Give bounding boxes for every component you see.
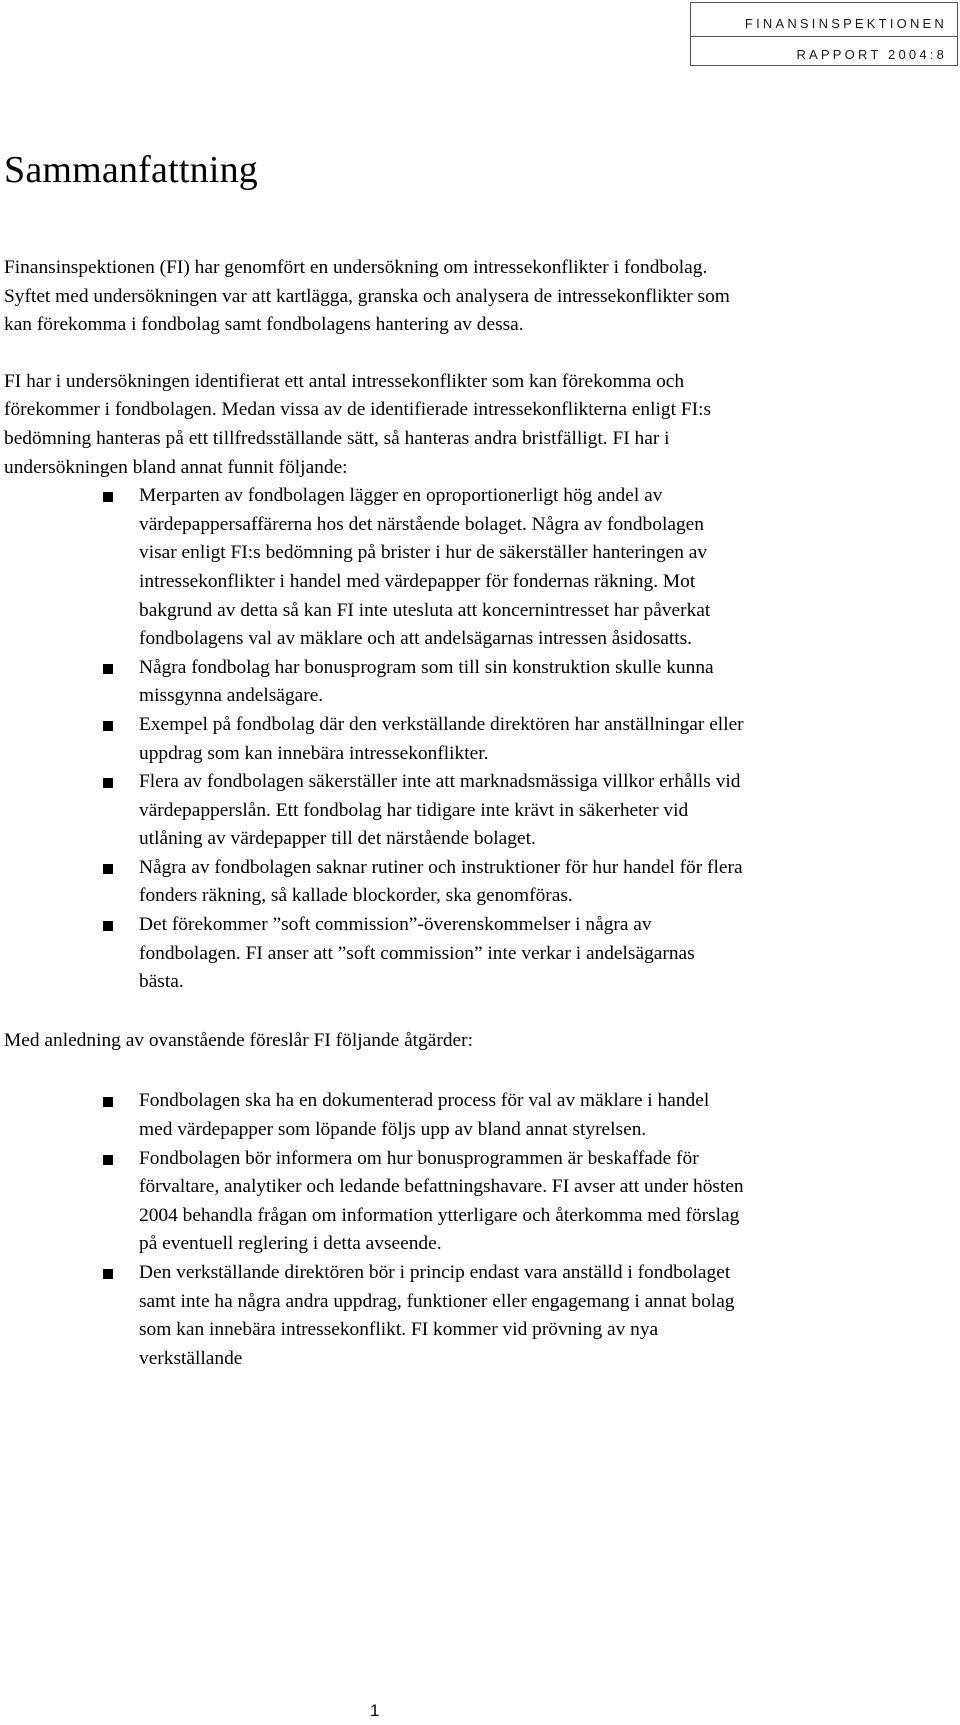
finding-text: Det förekommer ”soft commission”-överenskommelser i några av fondbolagen. FI anser att ”soft commission” inte verkar i andelsägarnas bästa.	[139, 914, 695, 993]
finding-item	[4, 711, 744, 768]
header-organization: FINANSINSPEKTIONEN	[744, 16, 947, 31]
measures-list	[4, 1087, 744, 1373]
measures-intro: Med anledning av ovanstående föreslår FI följande åtgärder:	[4, 1029, 473, 1051]
measure-text: Den verkställande direktören bör i princip endast vara anställd i fondbolaget samt inte ha några andra uppdrag, funktioner eller engagemang i annat bolag som kan innebära intressekonflikt. FI kommer vid prövning av nya verkställande	[139, 1262, 735, 1369]
square-bullet-icon	[103, 864, 113, 874]
header-divider	[691, 36, 957, 37]
measure-text: Fondbolagen bör informera om hur bonusprogrammen är beskaffade för förvaltare, analytiker och ledande befattningshavare. FI avser att under hösten 2004 behandla frågan om information ytterligare och återkomma med förslag på eventuell reglering i detta avseende.	[139, 1147, 744, 1255]
square-bullet-icon	[103, 1269, 113, 1279]
intro-paragraph: FI har i undersökningen identifierat ett antal intressekonflikter som kan förekomma och förekommer i fondbolagen. Medan vissa av de identifierade intressekonflikterna enligt FI:s bedömning hanteras på ett tillfredsställande sätt, så hanteras andra bristfälligt. FI har i undersökningen bland annat funnit följande:	[4, 370, 712, 478]
header-report-number: RAPPORT 2004:8	[796, 47, 947, 62]
document-body	[4, 254, 744, 1373]
square-bullet-icon	[103, 778, 113, 788]
finding-item	[4, 482, 744, 654]
finding-text: Exempel på fondbolag där den verkställande direktören har anställningar eller uppdrag som kan innebära intressekonflikter.	[139, 713, 744, 764]
finding-item	[4, 654, 744, 711]
finding-text: Flera av fondbolagen säkerställer inte att marknadsmässiga villkor erhålls vid värdepapperslån. Ett fondbolag har tidigare inte krävt in säkerheter vid utlåning av värdepapper till det närstående bolaget.	[139, 771, 741, 850]
finding-text: Några av fondbolagen saknar rutiner och instruktioner för hur handel för flera fonders räkning, så kallade blockorder, ska genomföras.	[139, 856, 743, 907]
finding-item	[4, 768, 744, 854]
square-bullet-icon	[103, 492, 113, 502]
finding-item	[4, 854, 744, 911]
measure-item	[4, 1145, 744, 1259]
measure-item	[4, 1087, 744, 1144]
measure-text: Fondbolagen ska ha en dokumenterad process för val av mäklare i handel med värdepapper som löpande följs upp av bland annat styrelsen.	[139, 1090, 710, 1141]
finding-text: Några fondbolag har bonusprogram som till sin konstruktion skulle kunna missgynna andelsägare.	[139, 656, 714, 707]
square-bullet-icon	[103, 921, 113, 931]
square-bullet-icon	[103, 664, 113, 674]
finding-item	[4, 911, 744, 997]
page-title: Sammanfattning	[4, 149, 258, 191]
finding-text: Merparten av fondbolagen lägger en oproportionerligt hög andel av värdepappersaffärerna hos det närstående bolaget. Några av fondbolagen visar enligt FI:s bedömning på brister i hur de säkerställer hanteringen av intressekonflikter i handel med värdepapper för fondernas räkning. Mot bakgrund av detta så kan FI inte utesluta att koncernintresset har påverkat fondbolagens val av mäklare och att andelsägarnas intressen åsidosatts.	[139, 485, 711, 650]
measure-item	[4, 1259, 744, 1373]
square-bullet-icon	[103, 1097, 113, 1107]
square-bullet-icon	[103, 721, 113, 731]
report-header-box	[690, 2, 958, 66]
intro-paragraph: Finansinspektionen (FI) har genomfört en undersökning om intressekonflikter i fondbolag. Syftet med undersökningen var att kartlägga, granska och analysera de intressekonflikter som kan förekomma i fondbolag samt fondbolagens hantering av dessa.	[4, 257, 730, 336]
page-number: 1	[370, 1701, 380, 1720]
square-bullet-icon	[103, 1155, 113, 1165]
findings-list	[4, 482, 744, 997]
